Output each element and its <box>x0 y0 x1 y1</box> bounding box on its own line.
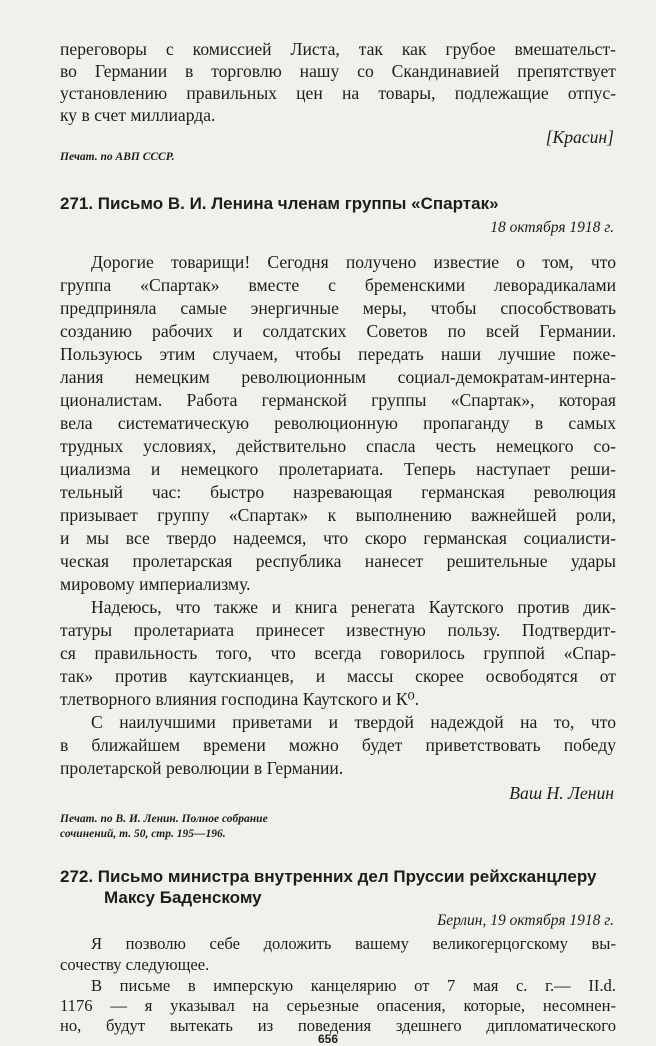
document-heading-271: 271. Письмо В. И. Ленина членам группы «Спартак» <box>60 194 499 213</box>
text-line: В письме в имперскую канцелярию от 7 мая с. г.— II.d. <box>91 976 616 995</box>
text-line: во Германии в торговлю нашу со Скандинавией препятствует <box>60 61 616 81</box>
text-line: Дорогие товарищи! Сегодня получено известие о том, что <box>91 252 616 272</box>
text-line: лания немецким революционным социал-демократам-интерна- <box>60 367 616 387</box>
source-note: Печат. по В. И. Ленин. Полное собрание <box>60 813 268 825</box>
text-line: но, будут вытекать из поведения здешнего дипломатического <box>60 1016 616 1035</box>
document-date-272: Берлин, 19 октября 1918 г. <box>437 912 614 929</box>
text-line: переговоры с комиссией Листа, так как грубое вмешательст- <box>60 39 616 59</box>
text-line: вела систематическую революционную пропаганду в самых <box>60 413 616 433</box>
text-line: группа «Спартак» вместе с бременскими леворадикалами <box>60 275 616 295</box>
document-heading-272: Максу Баденскому <box>104 888 262 907</box>
text-line: Надеюсь, что также и книга ренегата Каутского против дик- <box>91 597 616 617</box>
text-line: С наилучшими приветами и твердой надеждой на то, что <box>91 712 616 732</box>
text-line: ся правильность того, что всегда говорилось группой «Спар- <box>60 643 616 663</box>
text-line: установлению правильных цен на товары, подлежащие отпус- <box>60 83 616 103</box>
text-line: 1176 — я указывал на серьезные опасения, которые, несомнен- <box>60 996 616 1015</box>
text-line: созданию рабочих и солдатских Советов по всей Германии. <box>60 321 616 341</box>
text-line: Я позволю себе доложить вашему великогерцогскому вы- <box>91 934 616 953</box>
signature-lenin: Ваш Н. Ленин <box>509 783 614 803</box>
document-heading-272: 272. Письмо министра внутренних дел Пруссии рейхсканцлеру <box>60 867 597 886</box>
signature-krasin: [Красин] <box>545 127 614 147</box>
text-line: пролетарской революции в Германии. <box>60 758 344 778</box>
text-line: призывает группу «Спартак» к выполнению важнейшей роли, <box>60 505 616 525</box>
source-note: Печат. по АВП СССР. <box>60 151 175 163</box>
text-line: татуры пролетариата принесет известную пользу. Подтвердит- <box>60 620 616 640</box>
text-line: сочеству следующее. <box>60 955 210 974</box>
text-line: и мы все твердо надеемся, что скоро германская социалисти- <box>60 528 616 548</box>
document-date-271: 18 октября 1918 г. <box>490 219 614 236</box>
page-number: 656 <box>317 1032 339 1046</box>
text-line: тлетворного влияния господина Каутского и К⁰. <box>60 689 420 709</box>
text-line: в ближайшем времени можно будет приветствовать победу <box>60 735 616 755</box>
text-line: циализма и немецкого пролетариата. Теперь наступает реши- <box>60 459 616 479</box>
text-line: тельный час: быстро назревающая германская революция <box>60 482 616 502</box>
source-note: сочинений, т. 50, стр. 195—196. <box>60 828 226 840</box>
text-line: Пользуюсь этим случаем, чтобы передать наши лучшие поже- <box>60 344 616 364</box>
text-line: ку в счет миллиарда. <box>60 105 216 125</box>
text-line: так» против каутскианцев, и массы скорее освободятся от <box>60 666 616 686</box>
text-line: ционалистам. Работа германской группы «Спартак», которая <box>60 390 616 410</box>
text-line: ческая пролетарская республика нанесет решительные удары <box>60 551 616 571</box>
text-line: трудных условиях, действительно спасла честь немецкого со- <box>60 436 616 456</box>
text-line: мировому империализму. <box>60 574 251 594</box>
text-line: предприняла самые энергичные меры, чтобы способствовать <box>60 298 616 318</box>
